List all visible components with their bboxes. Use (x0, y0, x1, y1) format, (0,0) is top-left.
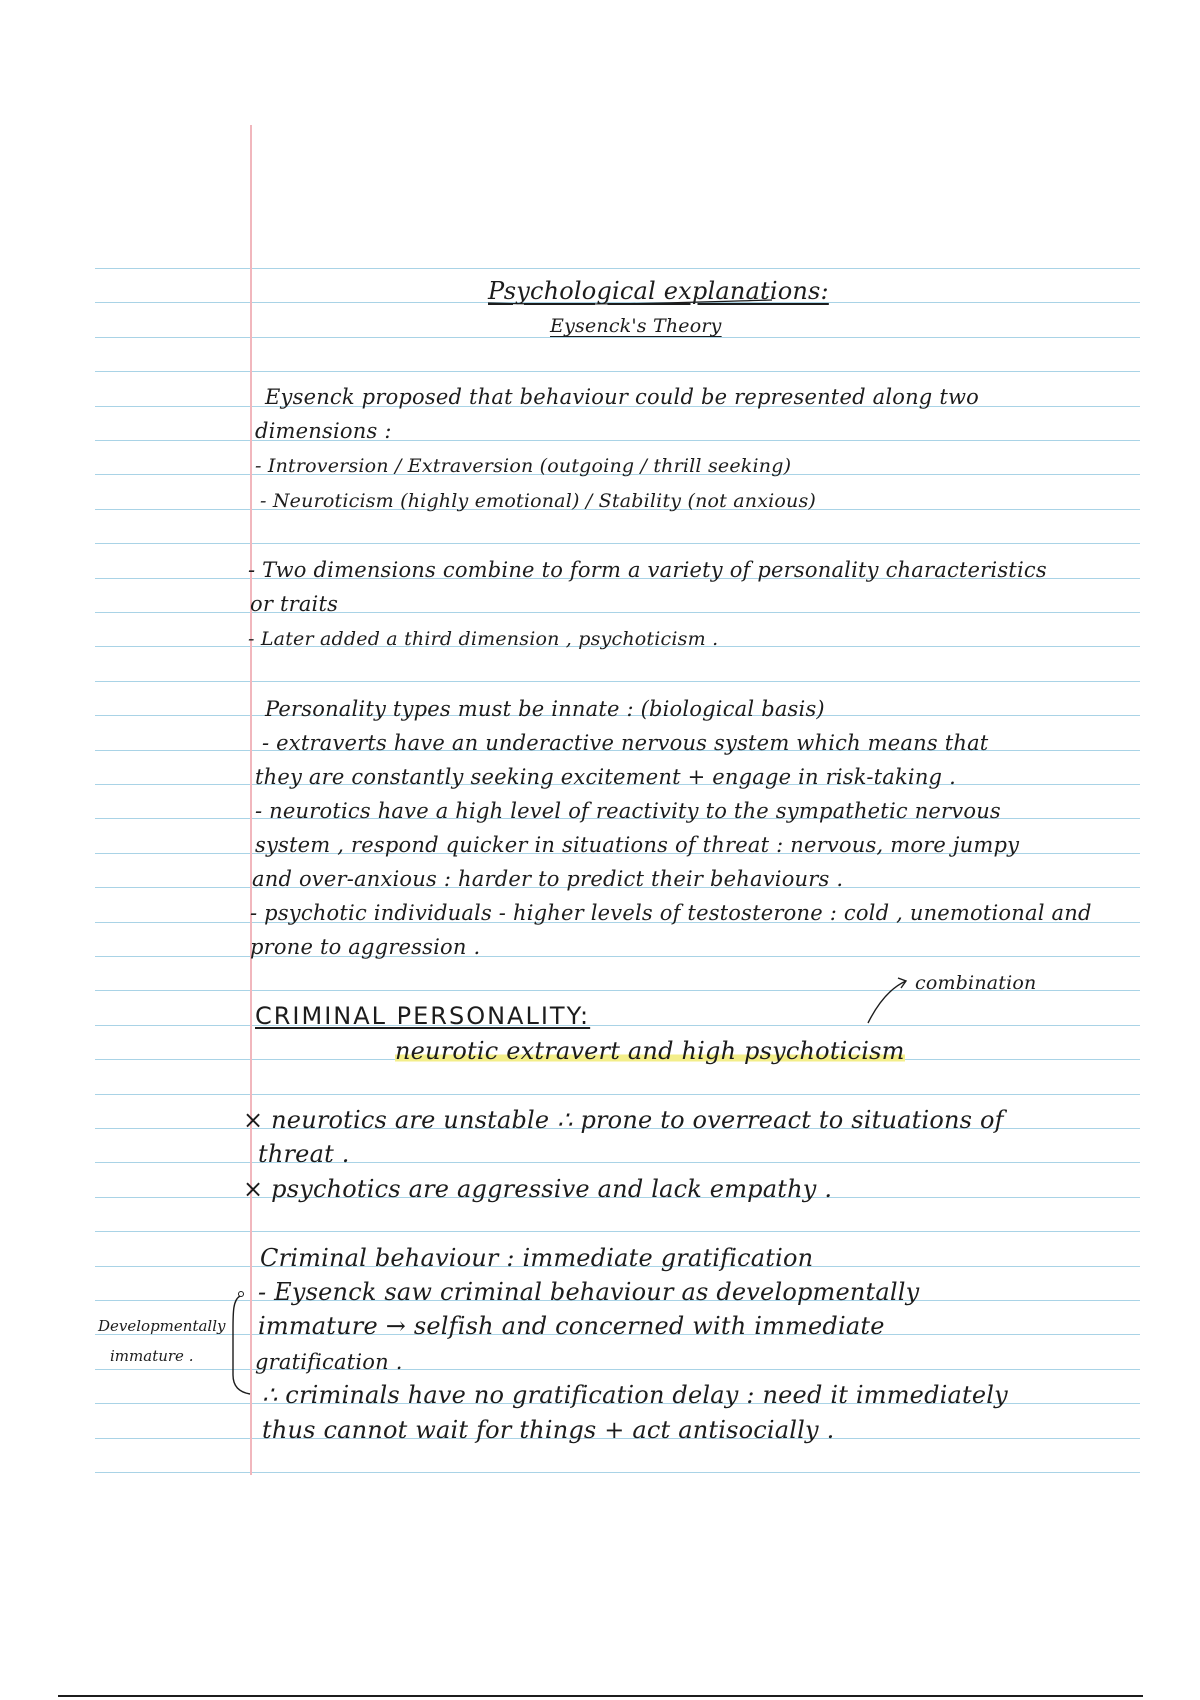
dimensions-line-2: or traits (250, 592, 339, 616)
margin-note-line-1: Developmentally (98, 1317, 226, 1335)
criminal-summary-part-2: high psychoticism (681, 1037, 905, 1065)
page-bottom-border (58, 1695, 1143, 1697)
margin-line (250, 125, 252, 1475)
page-subtitle: Eysenck's Theory (550, 315, 722, 337)
intro-line-4: - Neuroticism (highly emotional) / Stability (not anxious) (260, 490, 817, 512)
innate-line-5: system , respond quicker in situations of threat : nervous, more jumpy (255, 833, 1020, 857)
combination-annotation: combination (915, 972, 1037, 994)
criminal-summary (395, 1038, 905, 1064)
margin-note-line-2: immature . (110, 1347, 194, 1365)
criminal-personality-heading: CRIMINAL PERSONALITY: (255, 1002, 591, 1030)
criminal-point-2: × psychotics are aggressive and lack empathy . (243, 1175, 833, 1203)
gratification-line-1: Criminal behaviour : immediate gratification (260, 1244, 814, 1272)
innate-line-1: Personality types must be innate : (biological basis) (265, 697, 825, 721)
innate-line-8: prone to aggression . (250, 935, 481, 959)
innate-line-4: - neurotics have a high level of reactivity to the sympathetic nervous (255, 799, 1001, 823)
margin-bracket (233, 1296, 250, 1394)
innate-line-2: - extraverts have an underactive nervous system which means that (262, 731, 989, 755)
intro-line-2: dimensions : (255, 419, 392, 443)
gratification-line-3: immature → selfish and concerned with immediate (258, 1312, 885, 1340)
intro-line-3: - Introversion / Extraversion (outgoing / thrill seeking) (255, 455, 792, 477)
innate-line-3: they are constantly seeking excitement + engage in risk-taking . (255, 765, 956, 789)
criminal-summary-part-1: neurotic extravert and (395, 1037, 682, 1065)
innate-line-7: - psychotic individuals - higher levels of testosterone : cold , unemotional and (250, 901, 1092, 925)
page-title: Psychological explanations: (488, 277, 829, 305)
intro-line-1: Eysenck proposed that behaviour could be represented along two (265, 385, 979, 409)
gratification-line-6: thus cannot wait for things + act antisocially . (262, 1416, 835, 1444)
bracket-dot (239, 1292, 244, 1297)
criminal-point-1-continued: threat . (258, 1140, 350, 1168)
dimensions-line-3: - Later added a third dimension , psychoticism . (248, 628, 719, 650)
gratification-line-4: gratification . (255, 1350, 403, 1374)
annotation-arrowhead (898, 978, 906, 988)
gratification-line-5: ∴ criminals have no gratification delay : need it immediately (262, 1381, 1008, 1409)
annotation-arrow (868, 981, 906, 1023)
dimensions-line-1: - Two dimensions combine to form a variety of personality characteristics (248, 558, 1047, 582)
innate-line-6: and over-anxious : harder to predict their behaviours . (252, 867, 844, 891)
gratification-line-2: - Eysenck saw criminal behaviour as developmentally (258, 1278, 920, 1306)
criminal-point-1: × neurotics are unstable ∴ prone to overreact to situations of (243, 1106, 1004, 1134)
